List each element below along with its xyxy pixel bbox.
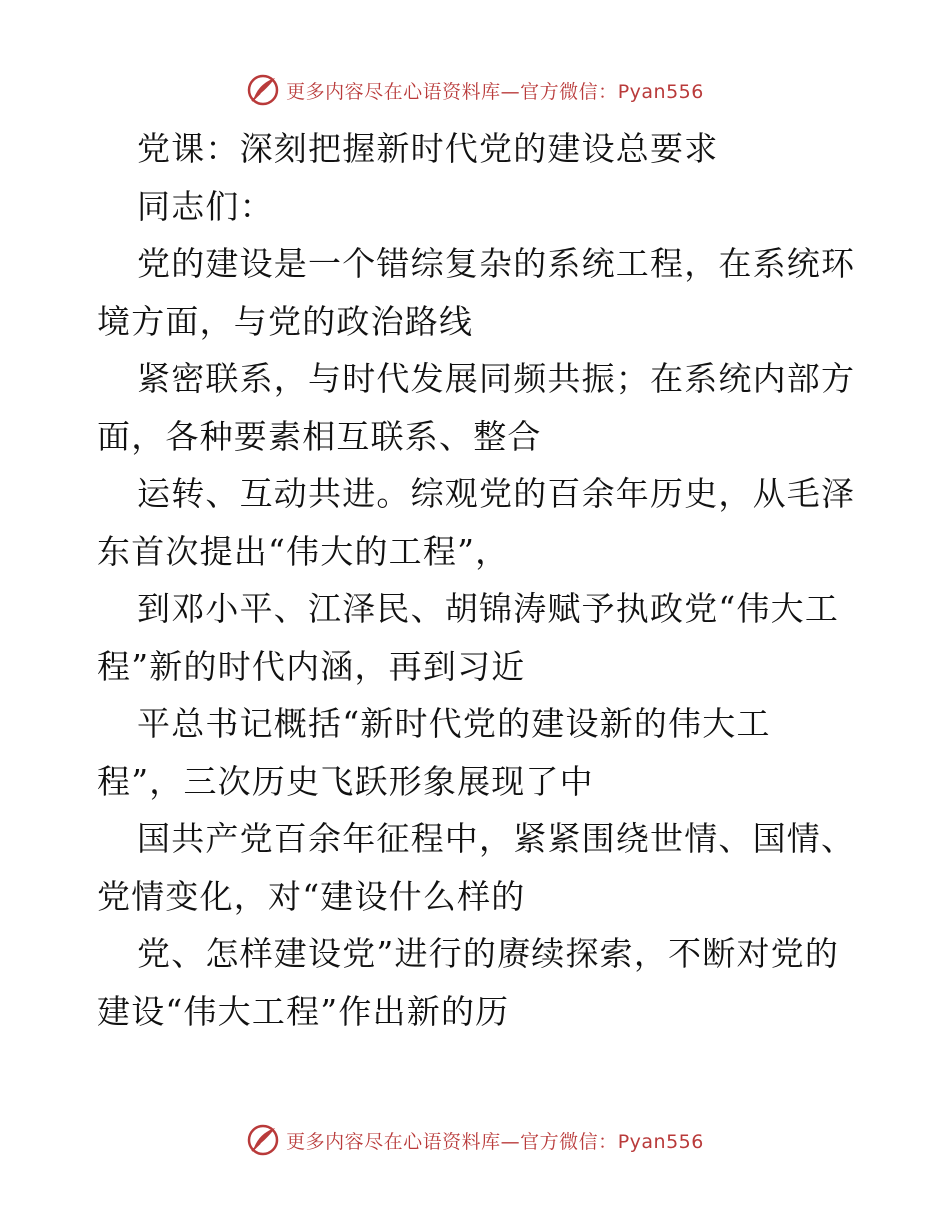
text-line: 紧密联系，与时代发展同频共振；在系统内部方 <box>137 359 856 398</box>
text-line: 党情变化，对“建设什么样的 <box>97 876 526 916</box>
watermark-text: 更多内容尽在心语资料库 <box>286 1130 501 1153</box>
watermark-dash: — <box>500 1130 521 1153</box>
text-line: 党的建设是一个错综复杂的系统工程，在系统环 <box>137 244 856 283</box>
feather-logo-icon <box>246 73 280 107</box>
text-line: 国共产党百余年征程中，紧紧围绕世情、国情、 <box>137 819 856 858</box>
text-line: 党、怎样建设党”进行的赓续探索，不断对党的 <box>137 934 840 973</box>
wechat-id: Pyan556 <box>617 80 704 103</box>
text-line: 运转、互动共进。综观党的百余年历史，从毛泽 <box>137 474 856 513</box>
footer-watermark <box>0 1120 950 1160</box>
text-line: 程”新的时代内涵，再到习近 <box>97 646 526 686</box>
wechat-id: Pyan556 <box>617 1130 704 1153</box>
document-body <box>97 120 857 1040</box>
document-title: 党课：深刻把握新时代党的建设总要求 <box>137 129 719 168</box>
salutation: 同志们： <box>137 186 274 226</box>
watermark-dash: — <box>500 80 521 103</box>
text-line: 东首次提出“伟大的工程”， <box>97 531 510 571</box>
header-watermark <box>0 70 950 110</box>
text-line: 境方面，与党的政治路线 <box>97 301 474 341</box>
text-line: 面，各种要素相互联系、整合 <box>97 416 542 456</box>
wechat-label: 官方微信： <box>520 80 618 103</box>
watermark-text: 更多内容尽在心语资料库 <box>286 80 501 103</box>
text-line: 程”，三次历史飞跃形象展现了中 <box>97 761 594 801</box>
text-line: 到邓小平、江泽民、胡锦涛赋予执政党“伟大工 <box>137 589 840 628</box>
wechat-label: 官方微信： <box>520 1130 618 1153</box>
text-line: 建设“伟大工程”作出新的历 <box>97 991 510 1031</box>
text-line: 平总书记概括“新时代党的建设新的伟大工 <box>137 704 771 743</box>
feather-logo-icon <box>246 1123 280 1157</box>
